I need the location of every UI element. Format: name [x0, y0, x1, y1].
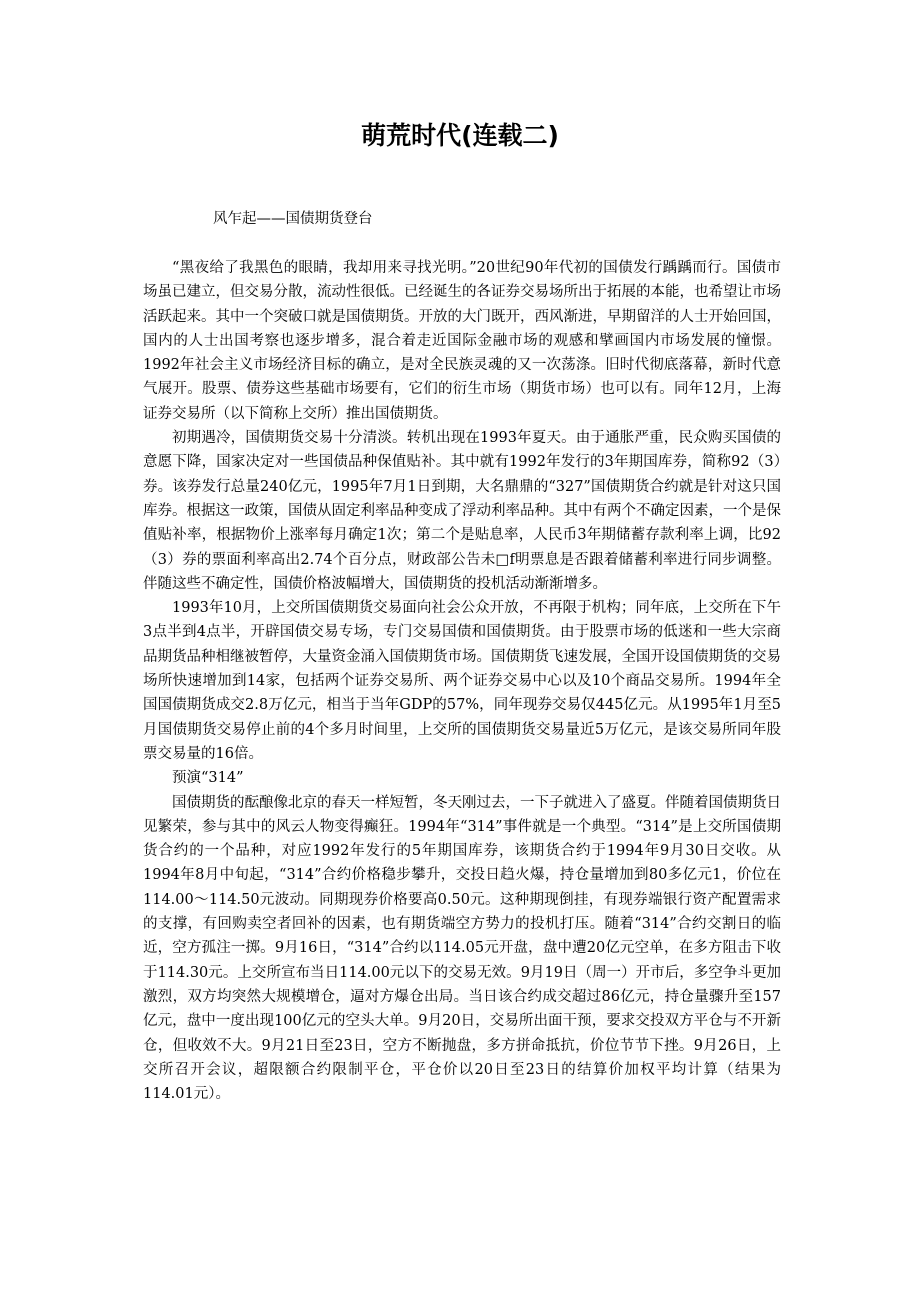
- paragraph: 初期遇冷，国债期货交易十分清淡。转机出现在1993年夏天。由于通胀严重，民众购买国债的意愿下降，国家决定对一些国债品种保值贴补。其中就有1992年发行的3年期国库券，简称92（3）券。该券发行总量240亿元，1995年7月1日到期，大名鼎鼎的“327”国债期货合约就是针对这只国库券。根据这一政策，国债从固定利率品种变成了浮动利率品种。其中有两个不确定因素，一个是保值贴补率，根据物价上涨率每月确定1次；第二个是贴息率，人民币3年期储蓄存款利率上调，比92（3）券的票面利率高出2.74个百分点，财政部公告未□f明票息是否跟着储蓄利率进行同步调整。伴随这些不确定性，国债价格波幅增大，国债期货的投机活动渐渐增多。: [143, 430, 781, 592]
- section-subtitle: 风乍起——国债期货登台: [213, 211, 373, 227]
- section-heading: 预演“314”: [172, 770, 244, 787]
- paragraph: 1993年10月，上交所国债期货交易面向社会公众开放，不再限于机构；同年底，上交所在下午3点半到4点半，开辟国债交易专场，专门交易国债和国债期货。由于股票市场的低迷和一些大宗商品期货品种相继被暂停，大量资金涌入国债期货市场。国债期货飞速发展，全国开设国债期货的交易场所快速增加到14家，包括两个证券交易所、两个证券交易中心以及10个商品交易所。1994年全国国债期货成交2.8万亿元，相当于当年GDP的57%，同年现券交易仅445亿元。从1995年1月至5月国债期货交易停止前的4个多月时间里，上交所的国债期货交易量近5万亿元，是该交易所同年股票交易量的16倍。: [143, 600, 781, 762]
- document-title: 萌荒时代(连载二): [361, 121, 559, 150]
- paragraph: 国债期货的酝酿像北京的春天一样短暂，冬天刚过去，一下子就进入了盛夏。伴随着国债期货日见繁荣，参与其中的风云人物变得癫狂。1994年“314”事件就是一个典型。“314”是上交所国债期货合约的一个品种，对应1992年发行的5年期国库券，该期货合约于1994年9月30日交收。从1994年8月中旬起，“314”合约价格稳步攀升，交投日趋火爆，持仓量增加到80多亿元1，价位在114.00～114.50元波动。同期现券价格要高0.50元。这种期现倒挂，有现券端银行资产配置需求的支撑，有回购卖空者回补的因素，也有期货端空方势力的投机打压。随着“314”合约交割日的临近，空方孤注一掷。9月16日，“314”合约以114.05元开盘，盘中遭20亿元空单，在多方阻击下收于114.30元。上交所宣布当日114.00元以下的交易无效。9月19日（周一）开市后，多空争斗更加激烈，双方均突然大规模增仓，逼对方爆仓出局。当日该合约成交超过86亿元，持仓量骤升至157亿元，盘中一度出现100亿元的空头大单。9月20日，交易所出面干预，要求交投双方平仓与不开新仓，但收效不大。9月21日至23日，空方不断抛盘，多方拼命抵抗，价位节节下挫。9月26日，上交所召开会议，超限额合约限制平仓，平仓价以20日至23日的结算价加权平均计算（结果为114.01元）。: [143, 794, 781, 1103]
- paragraph: “黑夜给了我黑色的眼睛，我却用来寻找光明。”20世纪90年代初的国债发行踽踽而行。国债市场虽已建立，但交易分散，流动性很低。已经诞生的各证券交易场所出于拓展的本能，也希望让市场活跃起来。其中一个突破口就是国债期货。开放的大门既开，西风渐进，早期留洋的人士开始回国，国内的人士出国考察也逐步增多，混合着走近国际金融市场的观感和擘画国内市场发展的憧憬。1992年社会主义市场经济目标的确立，是对全民族灵魂的又一次荡涤。旧时代彻底落幕，新时代意气展开。股票、债券这些基础市场要有，它们的衍生市场（期货市场）也可以有。同年12月，上海证券交易所（以下简称上交所）推出国债期货。: [143, 260, 781, 422]
- article-body: [143, 256, 781, 1106]
